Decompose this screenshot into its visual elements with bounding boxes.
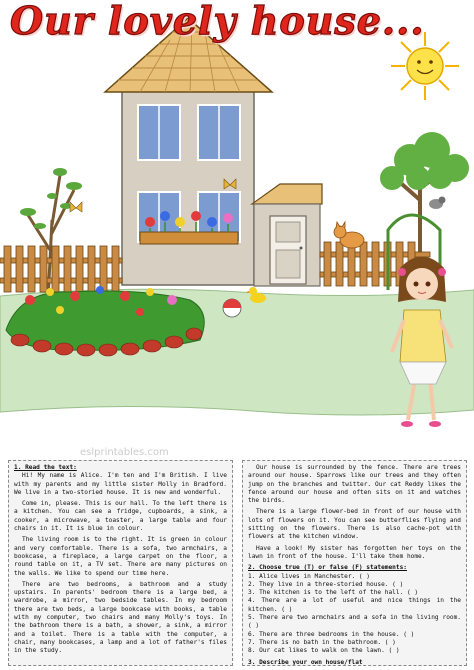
watermark-text: eslprintables.com bbox=[80, 447, 169, 458]
reading-paragraph-7: Have a look! My sister has forgotten her toys on the lawn in front of the house. I'll take them home. bbox=[248, 544, 461, 560]
exercise-2-heading: 2. Choose true (T) or false (F) statements: bbox=[248, 564, 407, 572]
toy-ball bbox=[223, 299, 241, 317]
statement-item: 3. The kitchen is to the left of the hall. ( ) bbox=[248, 589, 419, 597]
reading-heading: 1. Read the text: bbox=[14, 464, 77, 471]
reading-paragraph-6: There is a large flower-bed in front of our house with lots of flowers on it. You can see butterflies flying and sitting on the flowers. There is also cache-pot with flowers at the kitchen window. bbox=[248, 508, 461, 541]
exercise-3-heading: 3. Describe your own house/flat bbox=[248, 658, 363, 666]
statement-item: 6. There are three bedrooms in the house. ( ) bbox=[248, 630, 415, 638]
reading-panel bbox=[8, 460, 233, 666]
exercise-panel bbox=[242, 460, 467, 666]
door-porch bbox=[252, 184, 322, 286]
reading-paragraph-3: The living room is to the right. It is green in colour and very comfortable. There is a sofa, two armchairs, a bookcase, a fireplace, a large carpet on the floor, a round table on it, a TV set. There are many pictures on the walls. We like to spend our time here. bbox=[14, 536, 227, 577]
statement-item: 5. There are two armchairs and a sofa in the living room. ( ) bbox=[248, 614, 461, 630]
right-tree bbox=[380, 132, 469, 268]
statement-item: 8. Our cat likes to walk on the lawn. ( ) bbox=[248, 647, 400, 655]
reading-paragraph-2: Come in, please. This is our hall. To the left there is a kitchen. You can see a fridge, cupboards, a sink, a cooker, a microwave, a toaster, a large table and four chairs in it. It is blue in colour. bbox=[14, 500, 227, 533]
statement-item: 4. There are a lot of useful and nice things in the kitchen. ( ) bbox=[248, 597, 461, 613]
page-title: Our lovely house... bbox=[10, 0, 425, 43]
reading-paragraph-1: Hi! My name is Alice. I'm ten and I'm British. I live with my parents and my little sister Molly in Bradford. We live in a two-storied house. It is new and wonderful. bbox=[14, 472, 227, 496]
statement-item: 1. Alice lives in Manchester. ( ) bbox=[248, 572, 371, 580]
statement-item: 7. There is no bath in the bathroom. ( ) bbox=[248, 638, 396, 646]
reading-paragraph-5: Our house is surrounded by the fence. There are trees around our house. Sparrows like our trees and they often jump on the branches and twitter. Our cat Reddy likes the fence around our house and often sits on it and watches the birds. bbox=[248, 464, 461, 505]
bird-icon bbox=[429, 197, 446, 210]
window-flower-box bbox=[140, 232, 238, 244]
statement-item: 2. They live in a three-storied house. ( ) bbox=[248, 580, 404, 588]
reading-paragraph-4: There are two bedrooms, a bathroom and a study upstairs. In parents' bedroom there is a large bed, a wardrobe, a mirror, two bedside tables. In my bedroom there are two beds, a large bookcase with books, a table with my computer, two chairs and many Molly's toys. In the bathroom there is a bath, a shower, a sink, a mirror and a toilet. There is a table with the computer, a chair, many bookcases, a lamp and a lot of father's files in the study. bbox=[14, 580, 227, 655]
